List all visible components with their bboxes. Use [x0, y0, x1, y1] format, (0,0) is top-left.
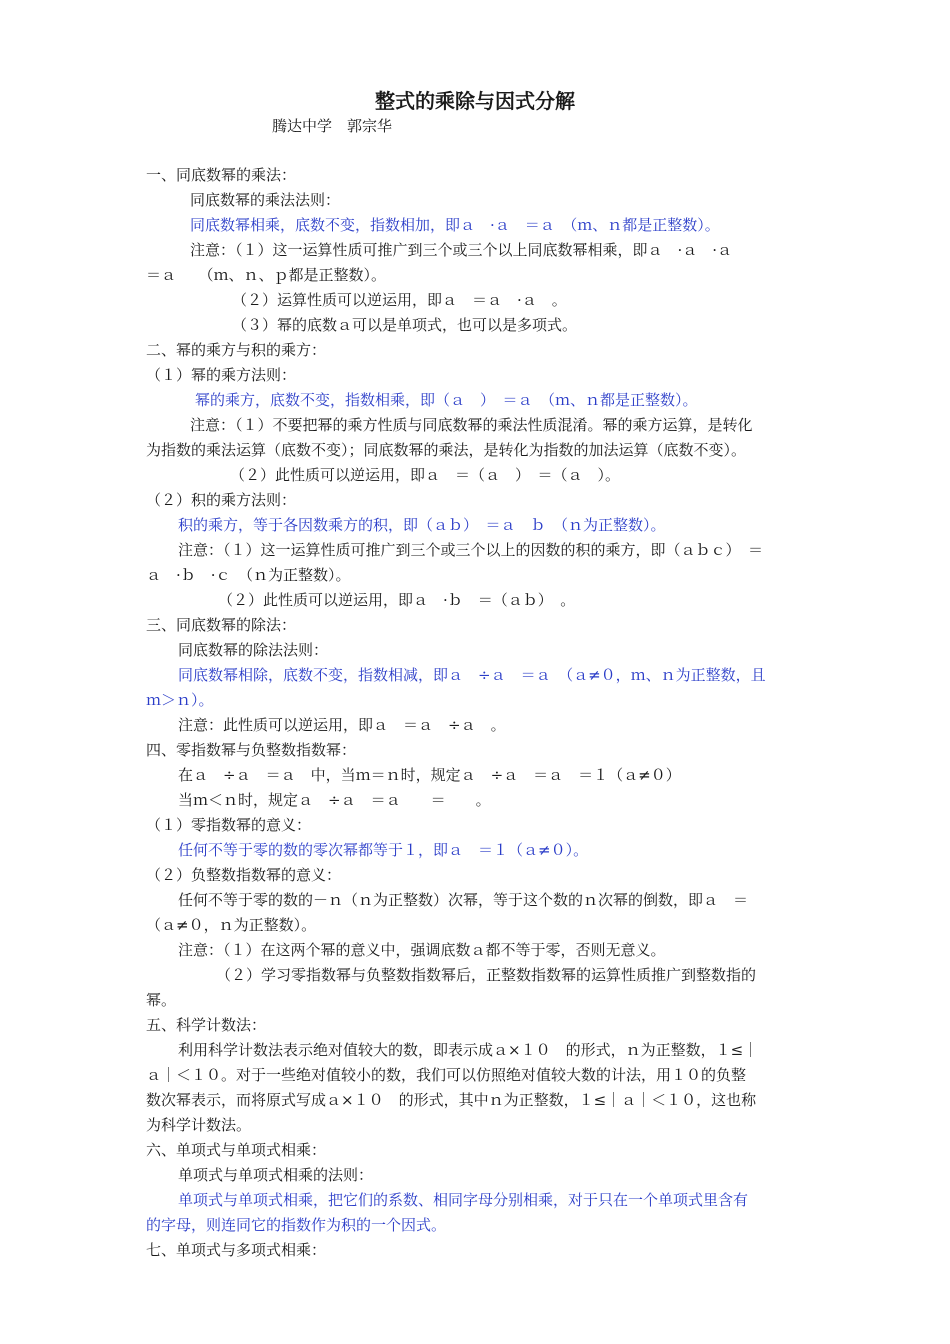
rule-text: 同底数幂相除，底数不变，指数相减，即ａ ÷ａ ＝ａ （ａ≠０，ｍ、ｎ为正整数，且 — [178, 666, 766, 684]
rule-text: ｍ＞ｎ）。 — [146, 691, 214, 709]
section-heading: 七、单项式与多项式相乘： — [146, 1241, 327, 1259]
note-text: 注意：此性质可以逆运用，即ａ ＝ａ ÷ａ 。 — [178, 716, 506, 734]
rule-heading: 单项式与单项式相乘的法则： — [178, 1166, 374, 1184]
note-text: 为指数的乘法运算（底数不变）；同底数幂的乘法，是转化为指数的加法运算（底数不变）。 — [146, 441, 747, 459]
note-text: 注意：（１）不要把幂的乘方性质与同底数幂的乘法性质混淆。幂的乘方运算，是转化 — [190, 416, 753, 434]
rule-heading: 同底数幂的乘法法则： — [190, 191, 341, 209]
section-heading: 四、零指数幂与负整数指数幂： — [146, 741, 357, 759]
note-text: （２）此性质可以逆运用，即ａ ＝（ａ ） ＝（ａ ）。 — [230, 466, 621, 484]
section-heading: 二、幂的乘方与积的乘方： — [146, 341, 327, 359]
note-text: （３）幂的底数ａ可以是单项式，也可以是多项式。 — [232, 316, 578, 334]
rule-heading: （１）幂的乘方法则： — [146, 366, 297, 384]
body-text: 数次幂表示，而将原式写成ａ×１０ 的形式，其中ｎ为正整数，１≤｜ａ｜＜１０，这也称 — [146, 1091, 757, 1109]
rule-heading: 同底数幂的除法法则： — [178, 641, 329, 659]
body-text: 利用科学计数法表示绝对值较大的数，即表示成ａ×１０ 的形式，ｎ为正整数，１≤｜ — [178, 1041, 759, 1059]
note-text: ＝ａ （ｍ、ｎ、ｐ都是正整数）。 — [146, 266, 387, 284]
note-text: 注意：（１）这一运算性质可推广到三个或三个以上的因数的积的乘方，即（ａｂｃ） ＝ — [178, 541, 764, 559]
body-text: 为科学计数法。 — [146, 1116, 252, 1134]
body-text: 在ａ ÷ａ ＝ａ 中，当ｍ＝ｎ时，规定ａ ÷ａ ＝ａ ＝１（ａ≠０） — [178, 766, 681, 784]
rule-text: 单项式与单项式相乘，把它们的系数、相同字母分别相乘，对于只在一个单项式里含有 — [178, 1191, 749, 1209]
body-text: （ａ≠０，ｎ为正整数）。 — [146, 916, 317, 934]
rule-text: 任何不等于零的数的零次幂都等于１，即ａ ＝１（ａ≠０）。 — [178, 841, 589, 859]
body-text: ａ｜＜１０。对于一些绝对值较小的数，我们可以仿照绝对值较大数的计法，用１０的负整 — [146, 1066, 747, 1084]
rule-heading: （１）零指数幂的意义： — [146, 816, 312, 834]
rule-text: 的字母，则连同它的指数作为积的一个因式。 — [146, 1216, 447, 1234]
rule-heading: （２）积的乘方法则： — [146, 491, 297, 509]
rule-text: 同底数幂相乘，底数不变，指数相加，即ａ ·ａ ＝ａ （ｍ、ｎ都是正整数）。 — [190, 216, 720, 234]
section-heading: 六、单项式与单项式相乘： — [146, 1141, 327, 1159]
section-heading: 五、科学计数法： — [146, 1016, 267, 1034]
author-line: 腾达中学 郭宗华 — [272, 117, 393, 135]
rule-heading: （２）负整数指数幂的意义： — [146, 866, 342, 884]
note-text: 幂。 — [146, 991, 177, 1009]
section-heading: 三、同底数幂的除法： — [146, 616, 297, 634]
rule-text: 积的乘方，等于各因数乘方的积，即（ａｂ） ＝ａ ｂ （ｎ为正整数）。 — [178, 516, 666, 534]
note-text: ａ ·ｂ ·ｃ （ｎ为正整数）。 — [146, 566, 351, 584]
note-text: （２）运算性质可以逆运用，即ａ ＝ａ ·ａ 。 — [232, 291, 567, 309]
section-heading: 一、同底数幂的乘法： — [146, 166, 297, 184]
document-title: 整式的乘除与因式分解 — [375, 89, 575, 113]
body-text: 当ｍ＜ｎ时，规定ａ ÷ａ ＝ａ ＝ 。 — [178, 791, 491, 809]
note-text: （２）此性质可以逆运用，即ａ ·ｂ ＝（ａｂ） 。 — [218, 591, 576, 609]
body-text: 任何不等于零的数的－ｎ（ｎ为正整数）次幂，等于这个数的ｎ次幂的倒数，即ａ ＝ — [178, 891, 749, 909]
rule-text: 幂的乘方，底数不变，指数相乘，即（ａ ） ＝ａ （ｍ、ｎ都是正整数）。 — [195, 391, 698, 409]
note-text: 注意：（１）这一运算性质可推广到三个或三个以上同底数幂相乘，即ａ ·ａ ·ａ — [190, 241, 733, 259]
note-text: （２）学习零指数幂与负整数指数幂后，正整数指数幂的运算性质推广到整数指的 — [216, 966, 757, 984]
note-text: 注意：（１）在这两个幂的意义中，强调底数ａ都不等于零，否则无意义。 — [178, 941, 666, 959]
